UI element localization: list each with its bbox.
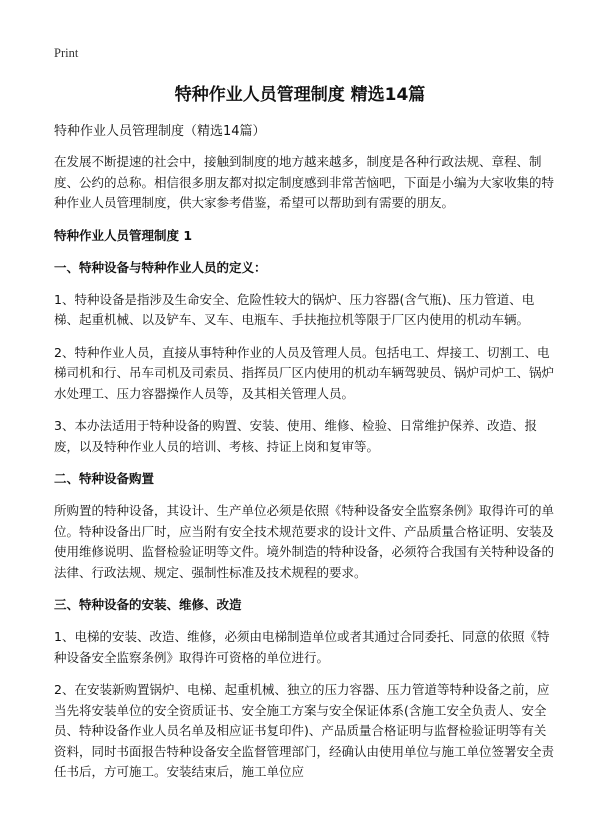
heading-installation: 三、特种设备的安装、维修、改造 bbox=[54, 597, 242, 612]
paragraph-6: 2、在安装新购置锅炉、电梯、起重机械、独立的压力容器、压力管道等特种设备之前，应当先将安装单位的安全资质证书、安全施工方案与安全保证体系(含施工安全负责人、安全员、特种设备作业人员名单及相应证书复印件)、产品质量合格证明与监督检验证明等有关资料，同时书面报告特种设备安全监督管理部门，经确认由使用单位与施工单位签署安全责任书后，方可施工。安装结束后，施工单位应 bbox=[54, 682, 555, 779]
intro-paragraph: 在发展不断提速的社会中，接触到制度的地方越来越多，制度是各种行政法规、章程、制度、公约的总称。相信很多朋友都对拟定制度感到非常苦恼吧，下面是小编为大家收集的特种作业人员管理制度，供大家参考借鉴，希望可以帮助到有需要的朋友。 bbox=[54, 154, 555, 210]
paragraph-2: 2、特种作业人员，直接从事特种作业的人员及管理人员。包括电工、焊接工、切割工、电梯司机和行、吊车司机及司索员、指挥员厂区内使用的机动车辆驾驶员、锅炉司炉工、锅炉水处理工、压力容器操作人员等，及其相关管理人员。 bbox=[54, 344, 555, 401]
paragraph-5: 1、电梯的安装、改造、维修，必须由电梯制造单位或者其通过合同委托、同意的依照《特种设备安全监察条例》取得许可资格的单位进行。 bbox=[54, 629, 550, 665]
document-subtitle: 特种作业人员管理制度（精选14篇） bbox=[54, 124, 266, 139]
paragraph-3: 3、本办法适用于特种设备的购置、安装、使用、维修、检验、日常维护保养、改造、报废，以及特种作业人员的培训、考核、持证上岗和复审等。 bbox=[54, 418, 537, 454]
heading-purchase: 二、特种设备购置 bbox=[54, 471, 155, 486]
section-title: 特种作业人员管理制度 1 bbox=[54, 227, 193, 243]
paragraph-4: 所购置的特种设备，其设计、生产单位必须是依照《特种设备安全监察条例》取得许可的单位。特种设备出厂时，应当附有安全技术规范要求的设计文件、产品质量合格证明、安装及使用维修说明、监督检验证明等文件。境外制造的特种设备，必须符合我国有关特种设备的法律、行政法规、规定、强制性标准及技术规程的要求。 bbox=[54, 503, 555, 580]
heading-definitions: 一、特种设备与特种作业人员的定义： bbox=[54, 259, 267, 275]
paragraph-1: 1、特种设备是指涉及生命安全、危险性较大的锅炉、压力容器(含气瓶)、压力管道、电梯、起重机械、以及铲车、叉车、电瓶车、手扶拖拉机等限于厂区内使用的机动车辆。 bbox=[54, 291, 535, 327]
print-link[interactable]: Print bbox=[54, 46, 79, 60]
document-body bbox=[54, 152, 554, 795]
document-title: 特种作业人员管理制度 精选14篇 bbox=[174, 85, 426, 105]
